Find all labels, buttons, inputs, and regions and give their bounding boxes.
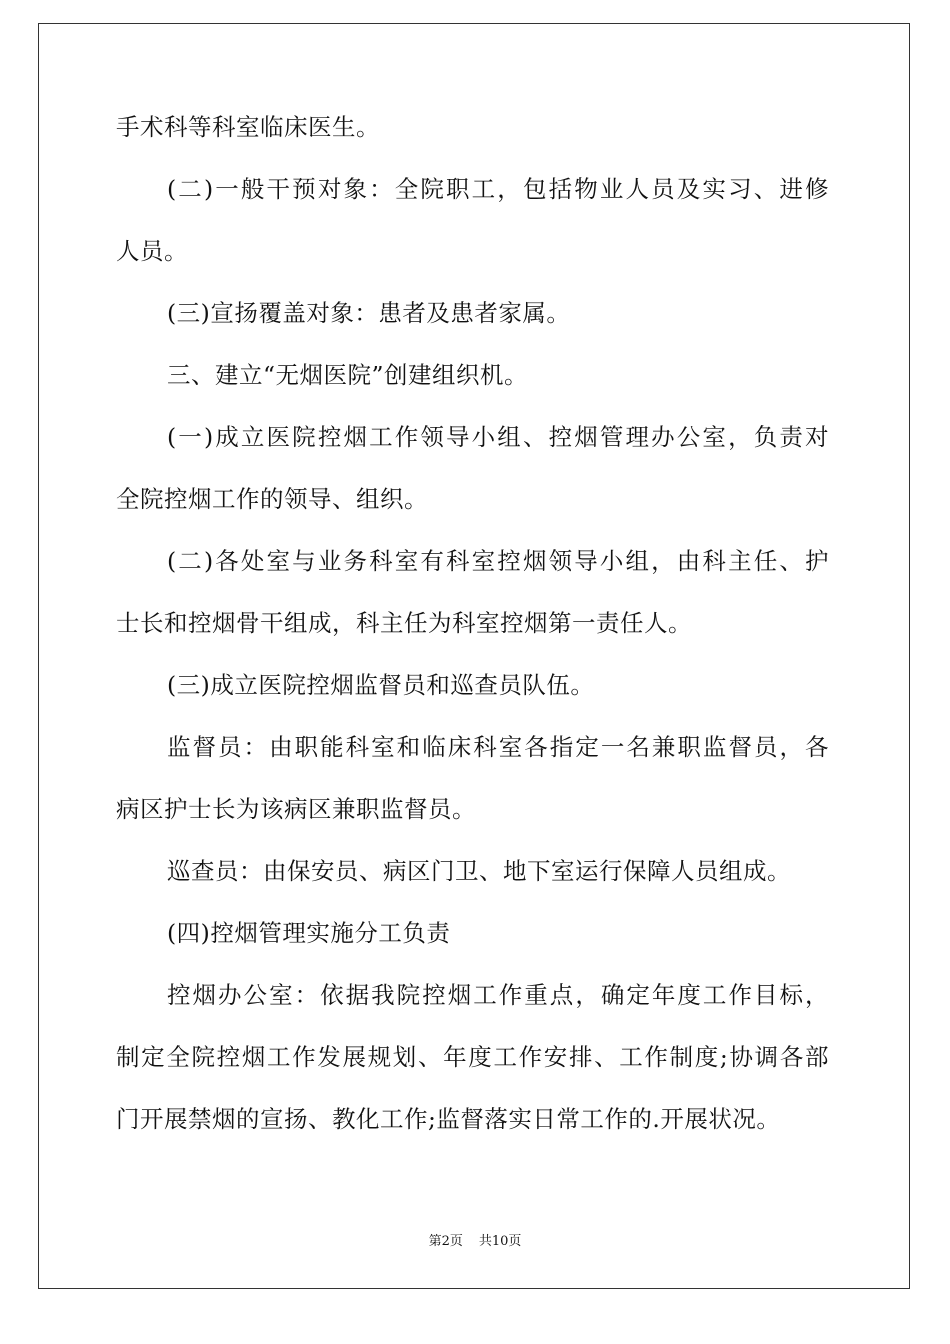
paragraph-line: (三)成立医院控烟监督员和巡查员队伍。 <box>167 671 595 699</box>
page-number: 第2页 <box>428 1234 463 1249</box>
paragraph-line: 控烟办公室：依据我院控烟工作重点，确定年度工作目标， <box>167 981 829 1009</box>
page-total: 共10页 <box>478 1234 522 1249</box>
paragraph-line: 门开展禁烟的宣扬、教化工作;监督落实日常工作的.开展状况。 <box>116 1105 781 1133</box>
paragraph-line: 全院控烟工作的领导、组织。 <box>116 485 428 513</box>
section-heading: 三、建立“无烟医院”创建组织机。 <box>167 361 529 389</box>
paragraph-line: (二)一般干预对象：全院职工，包括物业人员及实习、进修 <box>167 175 829 203</box>
paragraph-line: (三)宣扬覆盖对象：患者及患者家属。 <box>167 299 571 327</box>
paragraph-line: (一)成立医院控烟工作领导小组、控烟管理办公室，负责对 <box>167 423 829 451</box>
paragraph-line: 手术科等科室临床医生。 <box>116 113 380 141</box>
page-footer <box>0 1234 950 1250</box>
page-border <box>38 23 910 1289</box>
paragraph-line: (四)控烟管理实施分工负责 <box>167 919 451 947</box>
paragraph-line: (二)各处室与业务科室有科室控烟领导小组，由科主任、护 <box>167 547 829 575</box>
paragraph-line: 监督员：由职能科室和临床科室各指定一名兼职监督员，各 <box>167 733 829 761</box>
paragraph-line: 士长和控烟骨干组成，科主任为科室控烟第一责任人。 <box>116 609 692 637</box>
paragraph-line: 人员。 <box>116 237 188 265</box>
paragraph-line: 巡查员：由保安员、病区门卫、地下室运行保障人员组成。 <box>167 857 791 885</box>
paragraph-line: 制定全院控烟工作发展规划、年度工作安排、工作制度;协调各部 <box>116 1043 829 1071</box>
paragraph-line: 病区护士长为该病区兼职监督员。 <box>116 795 476 823</box>
